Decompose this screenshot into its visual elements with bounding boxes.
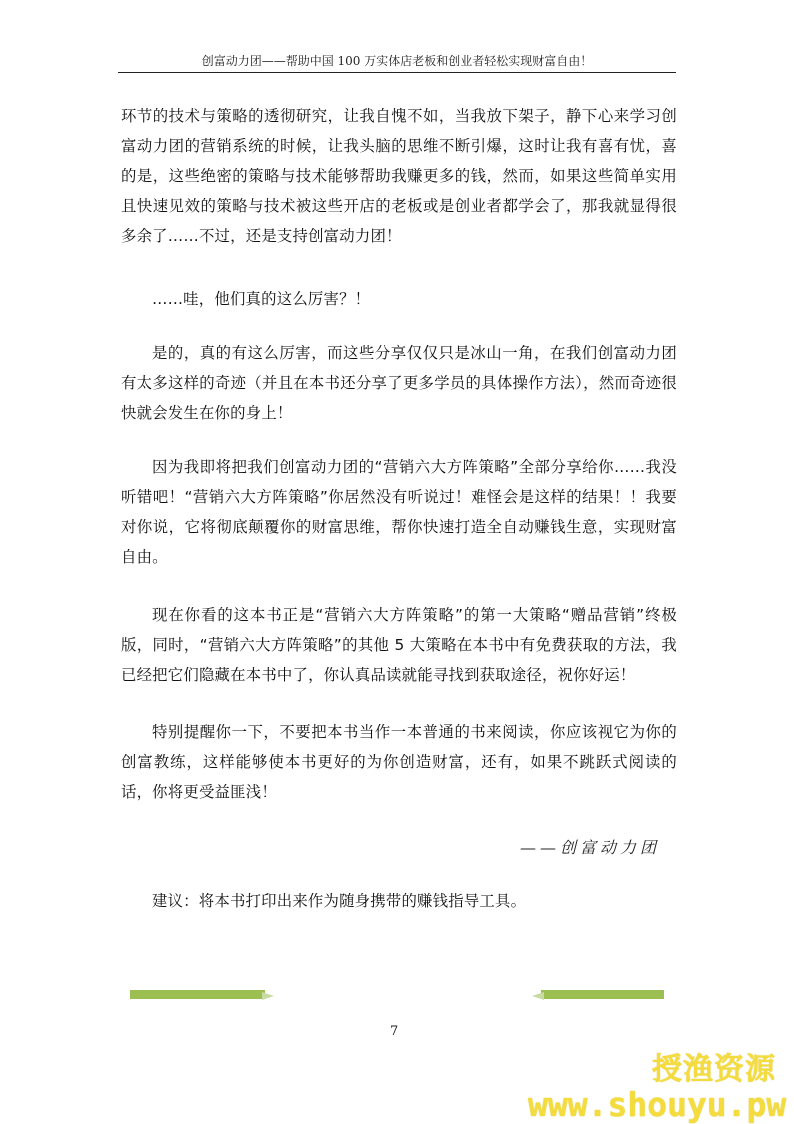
decorative-bar-right (541, 990, 664, 999)
paragraph-3: 是的，真的有这么厉害，而这些分享仅仅只是冰山一角，在我们创富动力团有太多这样的奇迹（并且在本书还分享了更多学员的具体操作方法），然而奇迹很快就会发生在你的身上！ (121, 344, 677, 422)
header-divider (118, 72, 676, 73)
watermark-url: www.shouyu.pw (528, 1085, 787, 1124)
page-number: 7 (390, 1024, 399, 1039)
signature: ——创富动力团 (520, 838, 661, 857)
paragraph-4: 因为我即将把我们创富动力团的“营销六大方阵策略”全部分享给你……我没听错吧！“营销六大方阵策略”你居然没有听说过！难怪会是这样的结果！！我要对你说，它将彻底颠覆你的财富思维，帮你快速打造全自动赚钱生意，实现财富自由。 (121, 458, 677, 566)
decorative-bar-left (130, 990, 265, 999)
watermark-chinese: 授渔资源 (652, 1052, 776, 1087)
decorative-bar-right-tip (532, 992, 544, 1000)
decorative-bar-left-tip (262, 992, 274, 1000)
suggestion-text: 建议：将本书打印出来作为随身携带的赚钱指导工具。 (152, 892, 527, 910)
page-header: 创富动力团——帮助中国 100 万实体店老板和创业者轻松实现财富自由！ (201, 54, 593, 68)
paragraph-5: 现在你看的这本书正是“营销六大方阵策略”的第一大策略“赠品营销”终极版，同时，“营销六大方阵策略”的其他 5 大策略在本书中有免费获取的方法，我已经把它们隐藏在本书中了，你认真品读就能寻找到获取途径，祝你好运！ (121, 606, 677, 684)
paragraph-6: 特别提醒你一下，不要把本书当作一本普通的书来阅读，你应该视它为你的创富教练，这样能够使本书更好的为你创造财富，还有，如果不跳跃式阅读的话，你将更受益匪浅！ (121, 723, 677, 801)
paragraph-1: 环节的技术与策略的透彻研究，让我自愧不如，当我放下架子，静下心来学习创富动力团的营销系统的时候，让我头脑的思维不断引爆，这时让我有喜有忧，喜的是，这些绝密的策略与技术能够帮助我赚更多的钱，然而，如果这些简单实用且快速见效的策略与技术被这些开店的老板或是创业者都学会了，那我就显得很多余了……不过，还是支持创富动力团！ (121, 107, 677, 245)
paragraph-2: ……哇，他们真的这么厉害？！ (152, 290, 371, 308)
